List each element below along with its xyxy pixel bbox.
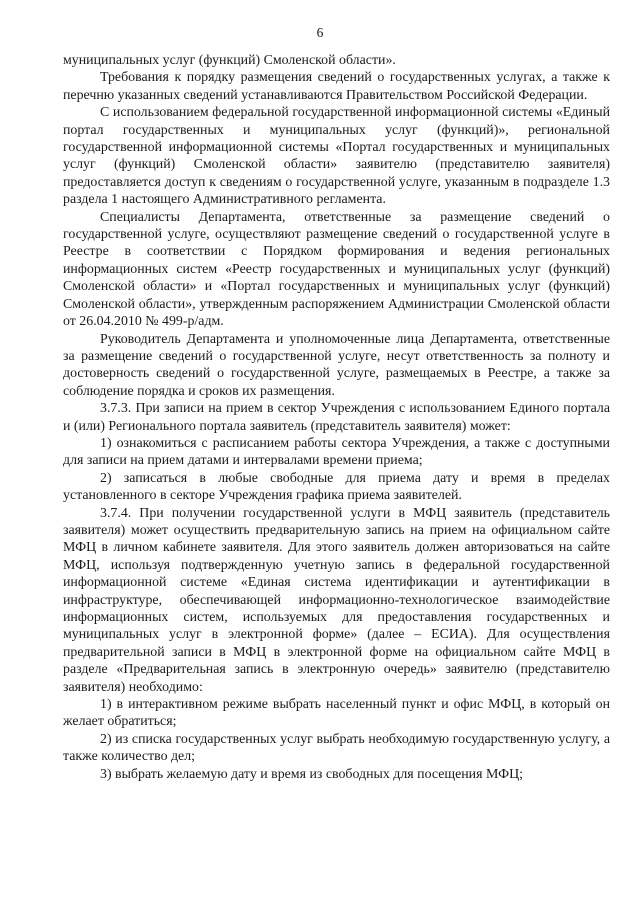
paragraph-portal-access: С использованием федеральной государственной информационной системы «Единый портал государственных и муниципальных услуг (функций)», региональной государственной информационной системы «Портал государственных и муниципальных услуг (функций) Смоленской области» заявителю (представителю заявителя) предоставляется доступ к сведениям о государственной услуге, указанным в подразделе 1.3 раздела 1 настоящего Административного регламента. bbox=[63, 105, 610, 208]
paragraph-responsibility: Руководитель Департамента и уполномоченные лица Департамента, ответственные за размещение сведений о государственной услуге, несут ответственность за полноту и достоверность сведений о государственной услуге, размещаемых в Реестре, а также за соблюдение порядка и сроков их размещения. bbox=[63, 331, 610, 399]
paragraph-3-7-3: 3.7.3. При записи на прием в сектор Учреждения с использованием Единого портала и (или) Регионального портала заявитель (представитель заявителя) может: bbox=[63, 401, 610, 434]
list-item-schedule: 1) ознакомиться с расписанием работы сектора Учреждения, а также с доступными для записи на прием датами и интервалами времени приема; bbox=[63, 435, 610, 469]
page-number: 6 bbox=[316, 25, 324, 40]
list-item-appointment: 2) записаться в любые свободные для приема дату и время в пределах установленного в секторе Учреждения графика приема заявителей. bbox=[63, 470, 610, 504]
list-item-service: 2) из списка государственных услуг выбрать необходимую государственную услугу, а также количество дел; bbox=[63, 731, 610, 765]
paragraph-specialists: Специалисты Департамента, ответственные за размещение сведений о государственной услуге, осуществляют размещение сведений о государственной услуге в Реестре в соответствии с Порядком формирования и ведения региональных информационных систем «Реестр государственных и муниципальных услуг (функций) Смоленской области» и «Портал государственных и муниципальных услуг (функций) Смоленской области», утвержденным распоряжением Администрации Смоленской области от 26.04.2010 № 499-р/адм. bbox=[63, 209, 610, 330]
list-item-office: 1) в интерактивном режиме выбрать населенный пункт и офис МФЦ, в который он желает обратиться; bbox=[63, 697, 610, 730]
paragraph-3-7-4: 3.7.4. При получении государственной услуги в МФЦ заявитель (представитель заявителя) может осуществить предварительную запись на прием на официальном сайте МФЦ в личном кабинете заявителя. Для этого заявитель должен авторизоваться на сайте МФЦ, используя подтвержденную учетную запись в федеральной государственной информационной системе «Единая система идентификации и аутентификации в инфраструктуре, обеспечивающей информационно-технологическое взаимодействие информационных систем, используемых для предоставления государственных и муниципальных услуг в электронной форме» (далее – ЕСИА). Для осуществления предварительной записи в МФЦ в электронной форме на официальном сайте МФЦ в разделе «Предварительная запись в электронную очередь» заявителю (представителю заявителя) необходимо: bbox=[63, 505, 610, 695]
paragraph-continuation: муниципальных услуг (функций) Смоленской области». bbox=[63, 53, 396, 68]
document-body bbox=[63, 52, 610, 783]
paragraph-requirements: Требования к порядку размещения сведений о государственных услугах, а также к перечню указанных сведений устанавливаются Правительством Российской Федерации. bbox=[63, 70, 610, 103]
list-item-date-time: 3) выбрать желаемую дату и время из свободных для посещения МФЦ; bbox=[100, 766, 524, 782]
